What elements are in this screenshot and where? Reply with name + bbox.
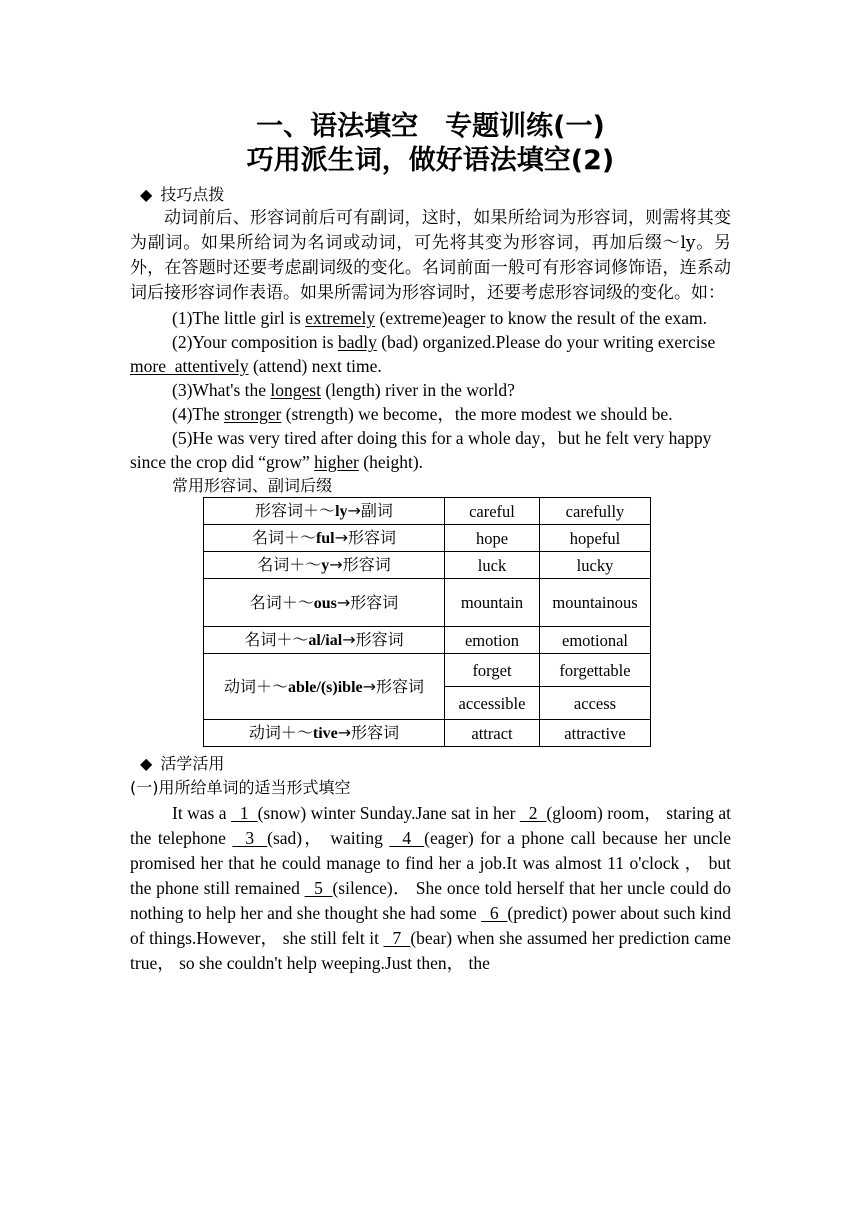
table-row	[204, 720, 651, 747]
exercise-passage: It was a 1 (snow) winter Sunday.Jane sat in her 2 (gloom) room， staring at the telephone 3 (sad)， waiting 4 (eager) for a phone call because her uncle promised her that he could manage to find her a job.It was almost 11 o'clock ， but the phone still remained 5 (silence)． She once told herself that her uncle could do nothing to help her and she thought she had some 6 (predict) power about such kind of things.However， she still felt it 7 (bear) when she assumed her prediction came true， so she couldn't help weeping.Just then， the	[130, 803, 732, 973]
suffix-rule-cell: 动词＋～able/(s)ible→形容词	[204, 654, 445, 720]
derived-word-cell: lucky	[540, 552, 651, 579]
example-sentence: (4)The stronger (strength) we become，the more modest we should be.	[172, 404, 673, 424]
answer-word: longest	[270, 380, 321, 400]
suffix: tive	[312, 725, 338, 742]
section-heading-tips: ◆ 技巧点拨	[140, 185, 225, 204]
tips-paragraph: 动词前后、形容词前后可有副词，这时，如果所给词为形容词，则需将其变为副词。如果所给词为名词或动词，可先将其变为形容词，再加后缀～ly。另外，在答题时还要考虑副词级的变化。名词前面一般可有形容词修饰语，连系动词后接形容词作表语。如果所需词为形容词时，还要考虑形容词级的变化。如：	[130, 208, 731, 303]
suffix: ful	[315, 530, 335, 547]
table-row	[204, 525, 651, 552]
answer-blank: 7	[383, 928, 411, 948]
derived-word-cell: access	[540, 687, 651, 720]
derived-word-cell: emotional	[540, 627, 651, 654]
examples-list	[130, 306, 731, 474]
diamond-bullet-icon: ◆	[140, 185, 153, 204]
table-row	[204, 627, 651, 654]
suffix: ly	[335, 503, 348, 520]
table-caption: 常用形容词、副词后缀	[172, 476, 333, 495]
table-row	[204, 654, 651, 687]
derived-word-cell: hopeful	[540, 525, 651, 552]
base-word-cell: luck	[445, 552, 540, 579]
derived-word-cell: carefully	[540, 498, 651, 525]
answer-blank: 4	[389, 828, 425, 848]
answer-word: stronger	[224, 404, 282, 424]
suffix-rule-cell: 形容词＋～ly→副词	[204, 498, 445, 525]
example-sentence: (1)The little girl is extremely (extreme)eager to know the result of the exam.	[172, 308, 708, 328]
base-word-cell: attract	[445, 720, 540, 747]
title-line-1: 一、语法填空 专题训练(一)	[256, 111, 605, 142]
base-word-cell: forget	[445, 654, 540, 687]
suffix: able/(s)ible	[287, 678, 363, 696]
suffix: y	[321, 557, 330, 574]
derived-word-cell: forgettable	[540, 654, 651, 687]
derived-word-cell: attractive	[540, 720, 651, 747]
base-word-cell: hope	[445, 525, 540, 552]
suffix-table	[203, 497, 651, 747]
base-word-cell: careful	[445, 498, 540, 525]
example-sentence: (5)He was very tired after doing this for a whole day，but he felt very happy since the crop did “grow” higher (height).	[130, 428, 712, 472]
suffix: ous	[313, 594, 337, 612]
answer-word: higher	[314, 452, 359, 472]
diamond-bullet-icon: ◆	[140, 754, 153, 773]
example-sentence: (3)What's the longest (length) river in the world?	[172, 380, 515, 400]
table-row	[204, 552, 651, 579]
answer-blank: 5	[304, 878, 333, 898]
section-heading-practice: ◆ 活学活用	[140, 754, 225, 773]
base-word-cell: mountain	[445, 579, 540, 627]
answer-blank: 1	[231, 803, 258, 823]
answer-word: extremely	[305, 308, 376, 328]
suffix-rule-cell: 名词＋～ous→形容词	[204, 579, 445, 627]
table-row	[204, 579, 651, 627]
answer-blank: 6	[481, 903, 508, 923]
answer-blank: 3	[232, 828, 268, 848]
example-sentence: (2)Your composition is badly (bad) organized.Please do your writing exercise more attentively (attend) next time.	[130, 332, 716, 376]
suffix-rule-cell: 名词＋～ful→形容词	[204, 525, 445, 552]
title-line-2: 巧用派生词，做好语法填空(2)	[246, 145, 615, 176]
suffix-rule-cell: 动词＋～tive→形容词	[204, 720, 445, 747]
suffix: al/ial	[308, 632, 343, 649]
answer-word: badly	[337, 332, 377, 352]
answer-word: more attentively	[130, 356, 249, 376]
derived-word-cell: mountainous	[540, 579, 651, 627]
base-word-cell: emotion	[445, 627, 540, 654]
suffix-rule-cell: 名词＋～y→形容词	[204, 552, 445, 579]
base-word-cell: accessible	[445, 687, 540, 720]
suffix-rule-cell: 名词＋～al/ial→形容词	[204, 627, 445, 654]
exercise-instruction: (一)用所给单词的适当形式填空	[130, 778, 351, 797]
document-page	[130, 110, 731, 976]
answer-blank: 2	[519, 803, 547, 823]
table-row	[204, 498, 651, 525]
